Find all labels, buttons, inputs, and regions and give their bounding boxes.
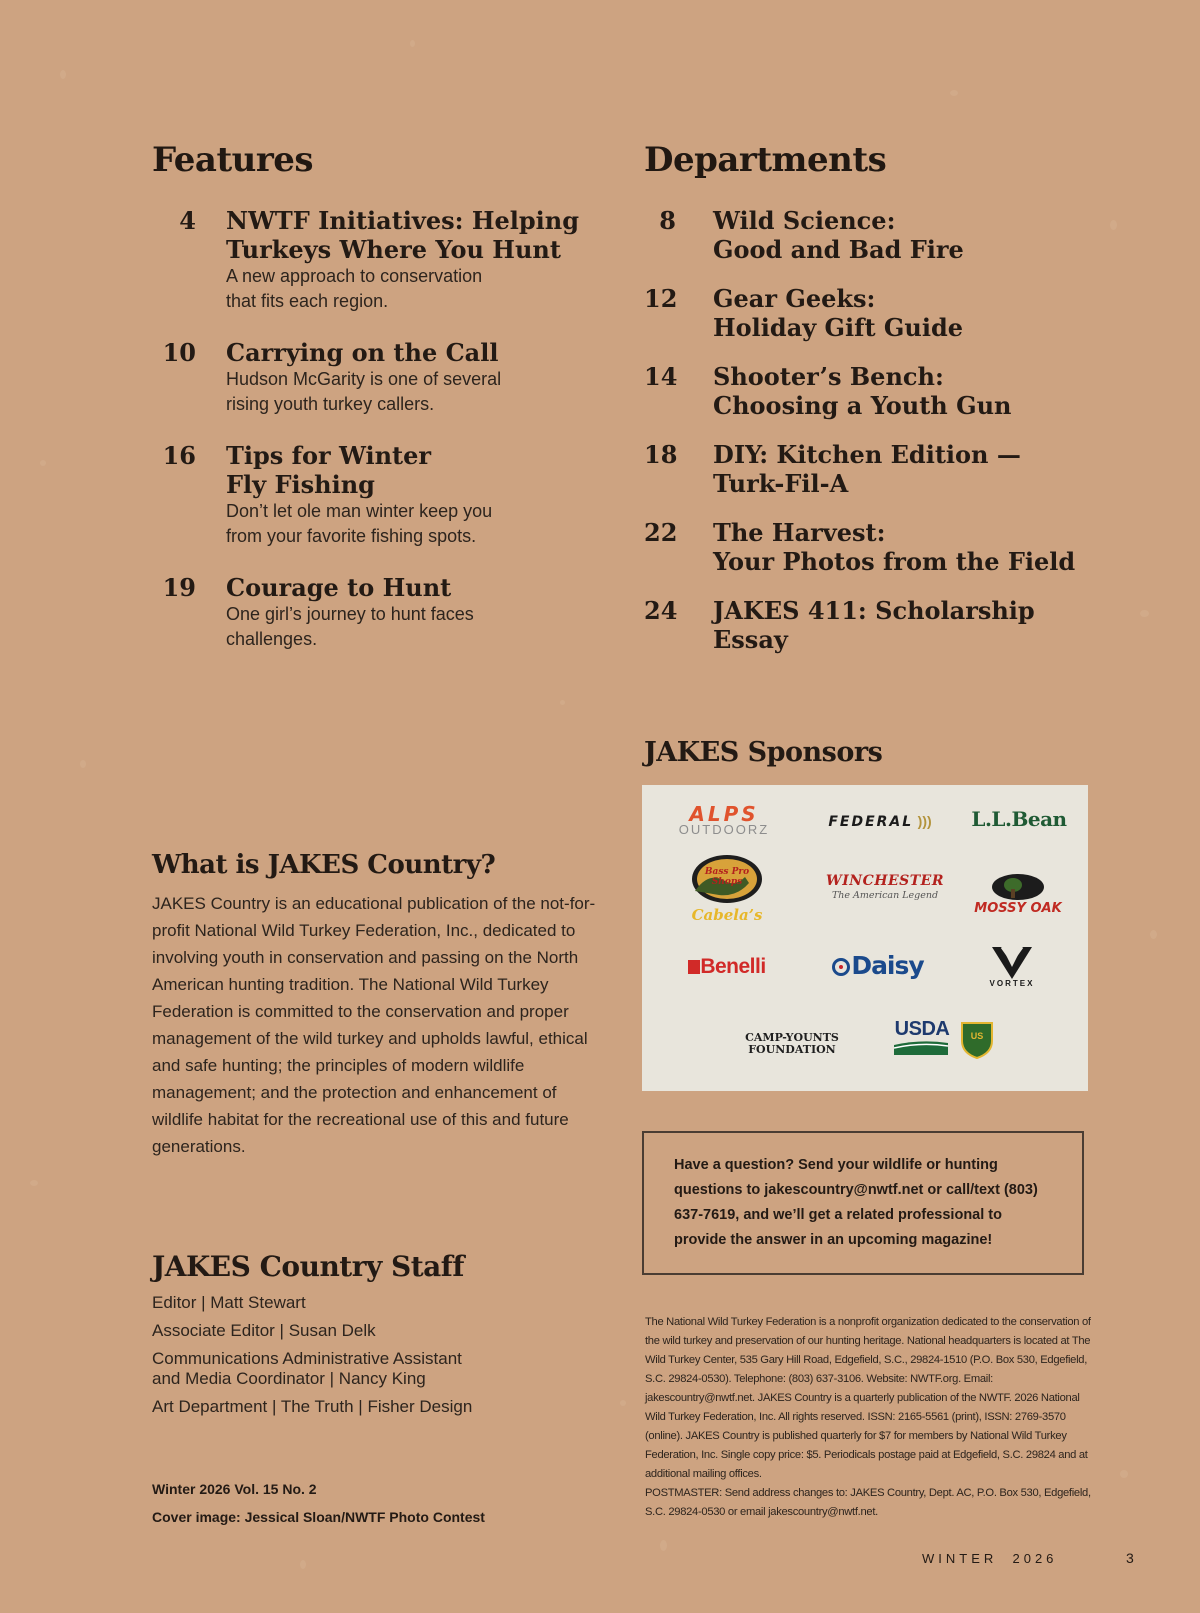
toc-title: Tips for Winter Fly Fishing xyxy=(226,441,432,499)
toc-entry xyxy=(226,441,602,549)
federal-swoosh-icon: ))) xyxy=(917,813,932,829)
toc-page-number: 24 xyxy=(644,596,678,625)
features-heading: Features xyxy=(152,140,314,180)
issue-info xyxy=(152,1475,485,1531)
daisy-logo[interactable] xyxy=(828,951,928,980)
question-lead: Have a question? xyxy=(674,1157,795,1173)
daisy-target-icon xyxy=(832,958,850,976)
vortex-wordmark: VORTEX xyxy=(989,979,1035,988)
toc-page-number: 8 xyxy=(659,206,676,235)
toc-item[interactable] xyxy=(152,441,602,549)
alps-wordmark: ALPS xyxy=(689,802,759,826)
benelli-wordmark: Benelli xyxy=(700,955,766,978)
about-body: JAKES Country is an educational publication of the not-for-profit National Wild Turkey Federation, Inc., dedicated to involving youth in conservation and passing on the North American hunting tradition. The National Wild Turkey Federation is committed to the conservation and proper management of the wild turkey and upholds lawful, ethical and safe hunting; the principles of modern wildlife management; and the protection and enhancement of wildlife habitat for the recreational use of this and future generations. xyxy=(152,894,596,1156)
departments-list xyxy=(644,206,1090,654)
toc-page-number: 4 xyxy=(179,206,196,235)
toc-page-number: 18 xyxy=(644,440,678,469)
staff-section xyxy=(152,1250,602,1425)
staff-line: Art Department | The Truth | Fisher Design xyxy=(152,1397,473,1416)
toc-entry xyxy=(226,338,602,417)
toc-title: The Harvest: Your Photos from the Field xyxy=(713,518,1076,576)
toc-item[interactable] xyxy=(644,362,1090,420)
staff-line: Communications Administrative Assistant and Media Coordinator | Nancy King xyxy=(152,1349,462,1388)
page-number: 3 xyxy=(1126,1550,1134,1566)
toc-item[interactable] xyxy=(644,440,1090,498)
toc-title: Carrying on the Call xyxy=(226,338,499,367)
staff-line: Associate Editor | Susan Delk xyxy=(152,1321,376,1340)
bass-pro-wordmark: Bass Pro Shops xyxy=(704,867,750,887)
toc-page-number: 22 xyxy=(644,518,678,547)
footer-issue-label: WINTER 2026 xyxy=(922,1551,1058,1566)
toc-description: One girl’s journey to hunt faces challenges. xyxy=(226,604,474,649)
toc-item[interactable] xyxy=(644,518,1090,576)
toc-title: NWTF Initiatives: Helping Turkeys Where You Hunt xyxy=(226,206,580,264)
mossy-oak-wordmark: MOSSY OAK xyxy=(974,901,1062,916)
sponsors-heading: JAKES Sponsors xyxy=(644,737,883,768)
toc-page-number: 14 xyxy=(644,362,678,391)
toc-title: Wild Science: Good and Bad Fire xyxy=(713,206,964,264)
toc-item[interactable] xyxy=(644,596,1090,654)
winchester-logo[interactable] xyxy=(810,873,960,903)
question-text: Send your wildlife or hunting questions to jakescountry@nwtf.net or call/text (803) 637-7619, and we’ll get a related professional to provide the answer in an upcoming magazine! xyxy=(674,1157,1038,1248)
forest-service-wordmark: US xyxy=(970,1031,984,1041)
toc-title: Gear Geeks: Holiday Gift Guide xyxy=(713,284,964,342)
outdoorz-wordmark: OUTDOORZ xyxy=(678,822,770,837)
toc-description: Hudson McGarity is one of several rising youth turkey callers. xyxy=(226,369,502,414)
toc-page-number: 10 xyxy=(162,338,196,367)
staff-line: Editor | Matt Stewart xyxy=(152,1293,306,1312)
benelli-mark-icon xyxy=(688,960,700,974)
toc-item[interactable] xyxy=(152,338,602,417)
usda-wordmark: USDA xyxy=(894,1018,950,1040)
vortex-v-icon xyxy=(990,945,1034,979)
llbean-wordmark: L.L.Bean xyxy=(971,807,1067,831)
cabelas-wordmark: Cabela’s xyxy=(691,906,763,924)
toc-description: Don’t let ole man winter keep you from your favorite fishing spots. xyxy=(226,501,493,546)
winchester-tagline: The American Legend xyxy=(831,890,939,901)
daisy-wordmark: Daisy xyxy=(851,951,924,980)
winchester-wordmark: WINCHESTER xyxy=(826,873,944,889)
staff-heading: JAKES Country Staff xyxy=(152,1250,464,1283)
features-section xyxy=(152,140,602,676)
alps-outdoorz-logo[interactable] xyxy=(664,802,784,837)
llbean-logo[interactable] xyxy=(964,807,1074,831)
sponsor-logo-panel xyxy=(642,785,1088,1091)
toc-description: A new approach to conservation that fits each region. xyxy=(226,266,483,311)
cover-credit: Cover image: Jessical Sloan/NWTF Photo Contest xyxy=(152,1509,485,1525)
federal-wordmark: FEDERAL xyxy=(828,814,914,830)
question-callout xyxy=(642,1131,1084,1275)
legal-notice xyxy=(645,1313,1091,1522)
mossy-oak-logo[interactable] xyxy=(968,873,1068,917)
about-section xyxy=(152,850,602,1160)
forest-service-logo[interactable] xyxy=(960,1021,996,1059)
toc-item[interactable] xyxy=(644,206,1090,264)
about-heading: What is JAKES Country? xyxy=(152,850,496,880)
federal-logo[interactable] xyxy=(820,813,940,831)
toc-title: JAKES 411: Scholarship Essay xyxy=(713,596,1035,654)
toc-title: DIY: Kitchen Edition — Turk-Fil-A xyxy=(713,440,1021,498)
usda-field-icon xyxy=(894,1039,948,1055)
toc-page-number: 12 xyxy=(644,284,678,313)
toc-item[interactable] xyxy=(152,573,602,652)
toc-page-number: 16 xyxy=(162,441,196,470)
bass-pro-cabelas-logo[interactable] xyxy=(682,851,772,935)
foundation-wordmark: FOUNDATION xyxy=(748,1043,836,1056)
departments-section xyxy=(644,140,1090,674)
camp-younts-wordmark: CAMP-YOUNTS xyxy=(745,1031,839,1044)
toc-title: Shooter’s Bench: Choosing a Youth Gun xyxy=(713,362,1012,420)
issue-volume: Winter 2026 Vol. 15 No. 2 xyxy=(152,1481,317,1497)
camp-younts-logo[interactable] xyxy=(732,1032,852,1056)
mossy-oak-tree-icon xyxy=(991,873,1045,901)
departments-heading: Departments xyxy=(644,140,887,180)
toc-page-number: 19 xyxy=(162,573,196,602)
toc-entry xyxy=(226,573,602,652)
toc-item[interactable] xyxy=(152,206,602,314)
benelli-logo[interactable] xyxy=(672,955,782,979)
features-list xyxy=(152,206,602,652)
postmaster-notice: POSTMASTER: Send address changes to: JAKES Country, Dept. AC, P.O. Box 530, Edgefield, S.C. 29824-0530 or email jakescountry@nwtf.net. xyxy=(645,1487,1091,1518)
toc-item[interactable] xyxy=(644,284,1090,342)
toc-title: Courage to Hunt xyxy=(226,573,452,602)
legal-body: The National Wild Turkey Federation is a nonprofit organization dedicated to the conservation of the wild turkey and preservation of our hunting heritage. National headquarters is located at The Wild Turkey Center, 535 Gary Hill Road, Edgefield, S.C., 29824-1510 (P.O. Box 530, Edgefield, S.C. 29824-0530). Telephone: (803) 637-3106. Website: NWTF.org. Email: jakescountry@nwtf.net. JAKES Country is a quarterly publication of the NWTF. 2026 National Wild Turkey Federation, Inc. All rights reserved. ISSN: 2165-5561 (print), ISSN: 2769-3570 (online). JAKES Country is published quarterly for $7 for members by National Wild Turkey Federation, Inc. Single copy price: $5. Periodicals postage paid at Edgefield, S.C. 29824 and at additional mailing offices. xyxy=(645,1316,1091,1480)
vortex-logo[interactable] xyxy=(972,945,1052,989)
toc-entry xyxy=(226,206,602,314)
usda-logo[interactable] xyxy=(894,1019,950,1055)
